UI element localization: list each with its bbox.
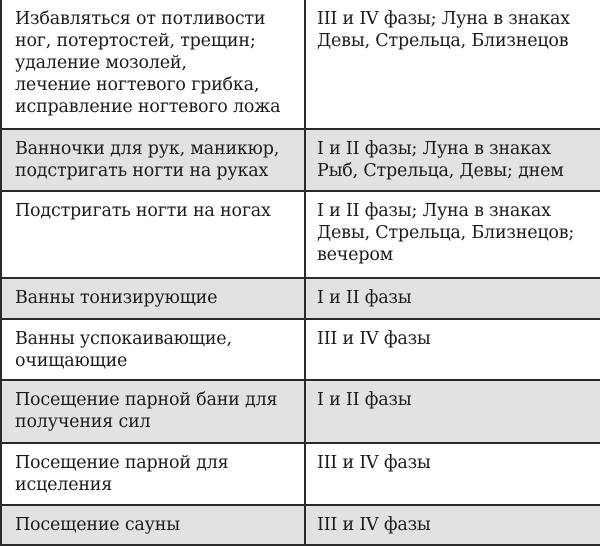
table-row [2, 442, 600, 504]
table-row [2, 504, 600, 544]
timing-cell [306, 0, 600, 128]
cell-text-line: Ванны тонизирующие [15, 288, 218, 308]
cell-text-line: I и II фазы [317, 390, 412, 410]
cell-text-line: Подстригать ногти на ногах [15, 201, 271, 221]
cell-text-line: исправление ногтевого ложа [15, 97, 281, 117]
cell-text-line: I и II фазы; Луна в знаках [317, 139, 551, 159]
cell-text-line: ног, потертостей, трещин; [15, 31, 256, 51]
cell-text-line: III и IV фазы [317, 515, 431, 535]
table-row [2, 128, 600, 190]
activity-cell [2, 130, 306, 190]
cell-text-line: исцеления [15, 475, 113, 495]
cell-text-line: очищающие [15, 351, 128, 371]
activity-cell [2, 192, 306, 277]
timing-cell [306, 130, 600, 190]
timing-cell [306, 444, 600, 504]
table-row [2, 318, 600, 379]
activity-cell [2, 506, 306, 544]
cell-text-line: лечение ногтевого грибка, [15, 75, 260, 95]
timing-cell [306, 279, 600, 318]
cell-text-line: Девы, Стрельца, Близнецов [317, 31, 569, 51]
cell-text-line: Посещение парной для [15, 453, 229, 473]
cell-text-line: вечером [317, 245, 394, 265]
cell-text-line: удаление мозолей, [15, 53, 187, 73]
timing-cell [306, 320, 600, 379]
cell-text-line: III и IV фазы [317, 453, 431, 473]
cell-text-line: Избавляться от потливости [15, 9, 266, 29]
cell-text-line: III и IV фазы [317, 329, 431, 349]
table-row [2, 277, 600, 318]
activity-cell [2, 279, 306, 318]
cell-text-line: Ванночки для рук, маникюр, [15, 139, 280, 159]
timing-cell [306, 381, 600, 442]
cell-text-line: Рыб, Стрельца, Девы; днем [317, 161, 564, 181]
activity-cell [2, 0, 306, 128]
cell-text-line: Посещение сауны [15, 515, 180, 535]
timing-cell [306, 192, 600, 277]
cell-text-line: подстригать ногти на руках [15, 161, 269, 181]
timing-cell [306, 506, 600, 544]
cell-text-line: Ванны успокаивающие, [15, 329, 232, 349]
table-row [2, 379, 600, 442]
cell-text-line: I и II фазы; Луна в знаках [317, 201, 551, 221]
activity-cell [2, 381, 306, 442]
table-row [2, 190, 600, 277]
table-row [2, 0, 600, 128]
cell-text-line: Девы, Стрельца, Близнецов; [317, 223, 575, 243]
cell-text-line: III и IV фазы; Луна в знаках [317, 9, 570, 29]
cell-text-line: Посещение парной бани для [15, 390, 278, 410]
activity-cell [2, 320, 306, 379]
cell-text-line: I и II фазы [317, 288, 412, 308]
cell-text-line: получения сил [15, 412, 151, 432]
activity-cell [2, 444, 306, 504]
